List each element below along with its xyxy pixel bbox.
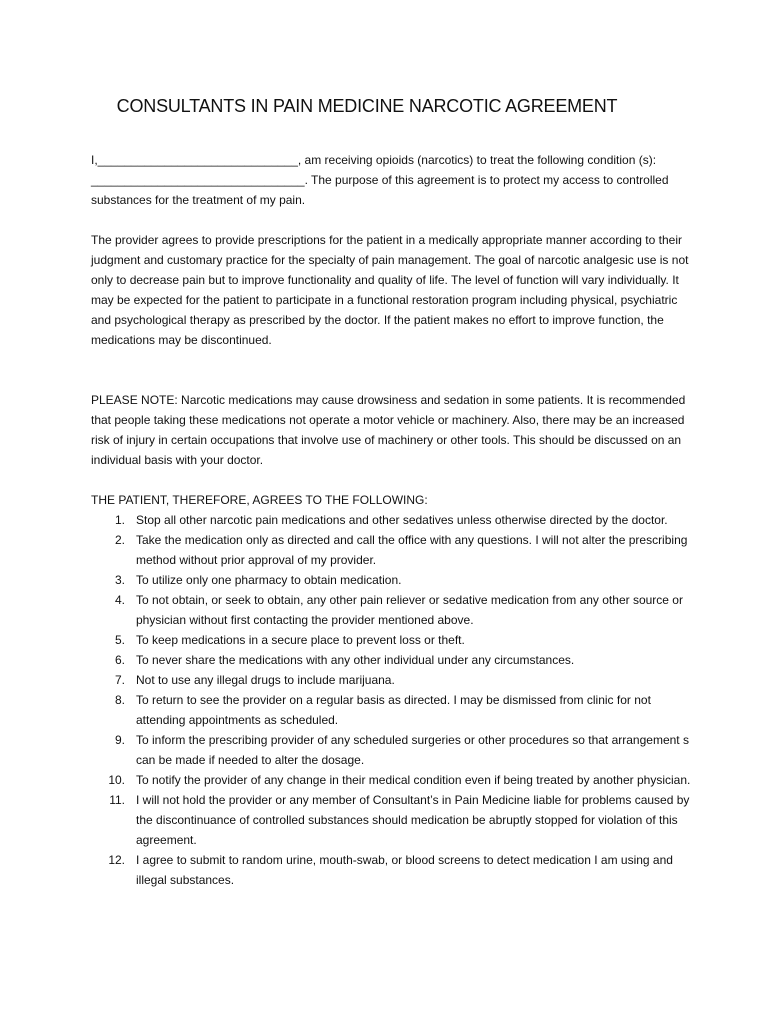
list-item-text: To notify the provider of any change in their medical condition even if being treated by another physician. [136,773,691,787]
list-item-number: 9. [114,733,125,747]
list-item [91,770,691,790]
list-item-text: I will not hold the provider or any member of Consultant’s in Pain Medicine liable for problems caused by the discontinuance of controlled substances should medication be abruptly stopped for violation of this agreement. [136,793,690,847]
list-item-number: 6. [114,653,125,667]
list-item-number: 11. [109,793,125,807]
note-paragraph: PLEASE NOTE: Narcotic medications may cause drowsiness and sedation in some patients. It is recommended that people taking these medications not operate a motor vehicle or machinery. Also, there may be an increased risk of injury in certain occupations that involve use of machinery or other tools. This should be discussed on an individual basis with your doctor. [91,393,686,467]
list-item-number: 10. [108,773,125,787]
list-item-text: To inform the prescribing provider of any scheduled surgeries or other procedures so that arrangement s can be made if needed to alter the dosage. [136,733,689,767]
intro-paragraph: I,______________________________, am receiving opioids (narcotics) to treat the following condition (s): ________________________________. The purpose of this agreement is to protect my access to controlled substances for the treatment of my pain. [91,153,669,207]
list-item [91,530,691,570]
list-item [91,670,691,690]
list-item [91,570,691,590]
list-item-number: 7. [114,673,125,687]
list-item-number: 4. [114,593,125,607]
provider-paragraph: The provider agrees to provide prescriptions for the patient in a medically appropriate manner according to their judgment and customary practice for the specialty of pain management. The goal of narcotic analgesic use is not only to decrease pain but to improve functionality and quality of life. The level of function will vary individually. It may be expected for the patient to participate in a functional restoration program including physical, psychiatric and psychological therapy as prescribed by the doctor. If the patient makes no effort to improve function, the medications may be discontinued. [91,233,689,347]
list-item [91,510,691,530]
list-item-text: Not to use any illegal drugs to include marijuana. [136,673,395,687]
list-item-text: To utilize only one pharmacy to obtain medication. [136,573,402,587]
list-item-text: To return to see the provider on a regular basis as directed. I may be dismissed from clinic for not attending appointments as scheduled. [136,693,651,727]
list-item [91,790,691,850]
list-item [91,690,691,730]
list-item-text: Stop all other narcotic pain medications and other sedatives unless otherwise directed by the doctor. [136,513,668,527]
list-item [91,730,691,770]
list-item [91,650,691,670]
list-item-number: 1. [114,513,125,527]
list-item-number: 2. [114,533,125,547]
list-item [91,630,691,650]
agrees-heading: THE PATIENT, THEREFORE, AGREES TO THE FOLLOWING: [91,493,428,507]
list-item-number: 12. [108,853,125,867]
list-item-number: 3. [114,573,125,587]
list-item-number: 8. [114,693,125,707]
list-item-text: Take the medication only as directed and call the office with any questions. I will not alter the prescribing method without prior approval of my provider. [136,533,688,567]
agreement-list [91,510,691,890]
document-title: CONSULTANTS IN PAIN MEDICINE NARCOTIC AGREEMENT [116,96,618,116]
list-item-number: 5. [114,633,125,647]
list-item [91,850,691,890]
list-item-text: To not obtain, or seek to obtain, any other pain reliever or sedative medication from any other source or physician without first contacting the provider mentioned above. [136,593,683,627]
list-item [91,590,691,630]
list-item-text: To keep medications in a secure place to prevent loss or theft. [136,633,465,647]
list-item-text: I agree to submit to random urine, mouth-swab, or blood screens to detect medication I am using and illegal substances. [136,853,673,887]
list-item-text: To never share the medications with any other individual under any circumstances. [136,653,575,667]
